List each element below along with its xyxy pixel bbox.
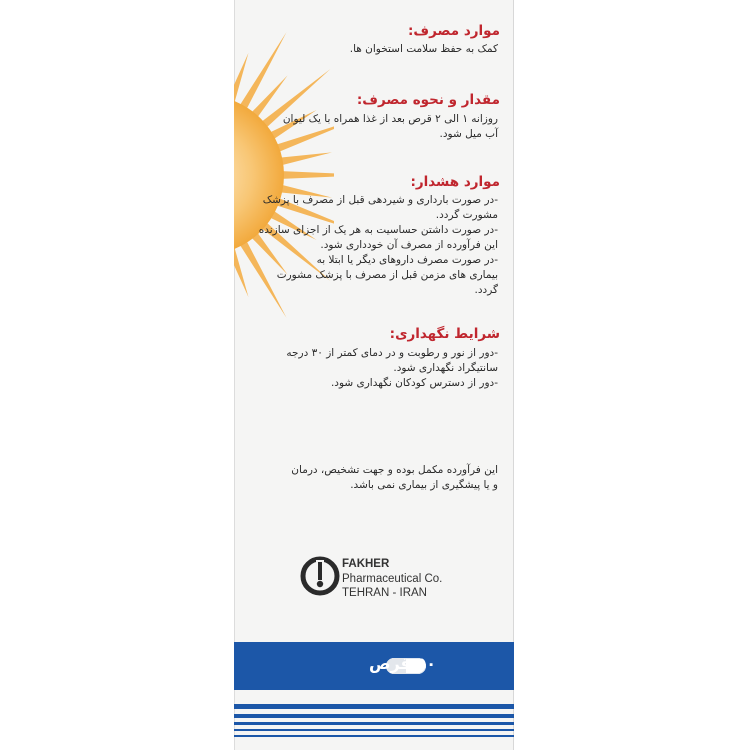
tablet-count-label: ۵۰ قرص xyxy=(368,654,436,673)
storage-line: -دور از دسترس کودکان نگهداری شود. xyxy=(330,377,498,389)
storage-line: -دور از نور و رطوبت و در دمای کمتر از ۳۰ درجه xyxy=(286,347,498,359)
fakher-logo-icon xyxy=(300,556,340,596)
uses-line: کمک به حفظ سلامت استخوان ها. xyxy=(349,43,498,55)
warnings-text xyxy=(248,193,498,298)
uses-heading: موارد مصرف: xyxy=(408,23,500,39)
decorative-stripe xyxy=(234,722,514,725)
decorative-stripe xyxy=(234,729,514,731)
warnings-heading: موارد هشدار: xyxy=(410,174,500,190)
storage-line: سانتیگراد نگهداری شود. xyxy=(393,362,498,374)
warnings-line: -در صورت داشتن حساسیت به هر یک از اجزای سازنده xyxy=(258,224,498,236)
storage-heading: شرایط نگهداری: xyxy=(389,326,500,342)
decorative-stripe xyxy=(234,714,514,718)
dosage-text xyxy=(248,112,498,142)
warnings-line: مشورت گردد. xyxy=(435,209,498,221)
dosage-line: آب میل شود. xyxy=(439,128,498,140)
warnings-line: -در صورت مصرف داروهای دیگر یا ابتلا به xyxy=(316,254,498,266)
decorative-stripe xyxy=(234,704,514,709)
dosage-line: روزانه ۱ الی ۲ قرص بعد از غذا همراه با یک لیوان xyxy=(282,113,498,125)
manufacturer-company: Pharmaceutical Co. xyxy=(342,572,443,585)
dosage-heading: مقدار و نحوه مصرف: xyxy=(356,92,500,108)
manufacturer-block xyxy=(342,557,442,601)
product-box-side-panel xyxy=(234,0,514,750)
manufacturer-location: TEHRAN - IRAN xyxy=(342,587,427,599)
uses-text xyxy=(248,42,498,57)
warnings-line: بیماری های مزمن قبل از مصرف با پزشک مشورت xyxy=(276,269,498,281)
storage-text xyxy=(248,346,498,391)
decorative-stripe xyxy=(234,735,514,737)
disclaimer-line: و یا پیشگیری از بیماری نمی باشد. xyxy=(350,479,498,491)
warnings-line: گردد. xyxy=(474,284,498,296)
disclaimer-text xyxy=(248,463,498,493)
manufacturer-name: FAKHER xyxy=(342,558,390,570)
warnings-line: این فرآورده از مصرف آن خودداری شود. xyxy=(320,239,498,251)
warnings-line: -در صورت بارداری و شیردهی قبل از مصرف با پزشک xyxy=(262,194,498,206)
disclaimer-line: این فرآورده مکمل بوده و جهت تشخیص، درمان xyxy=(291,464,498,476)
